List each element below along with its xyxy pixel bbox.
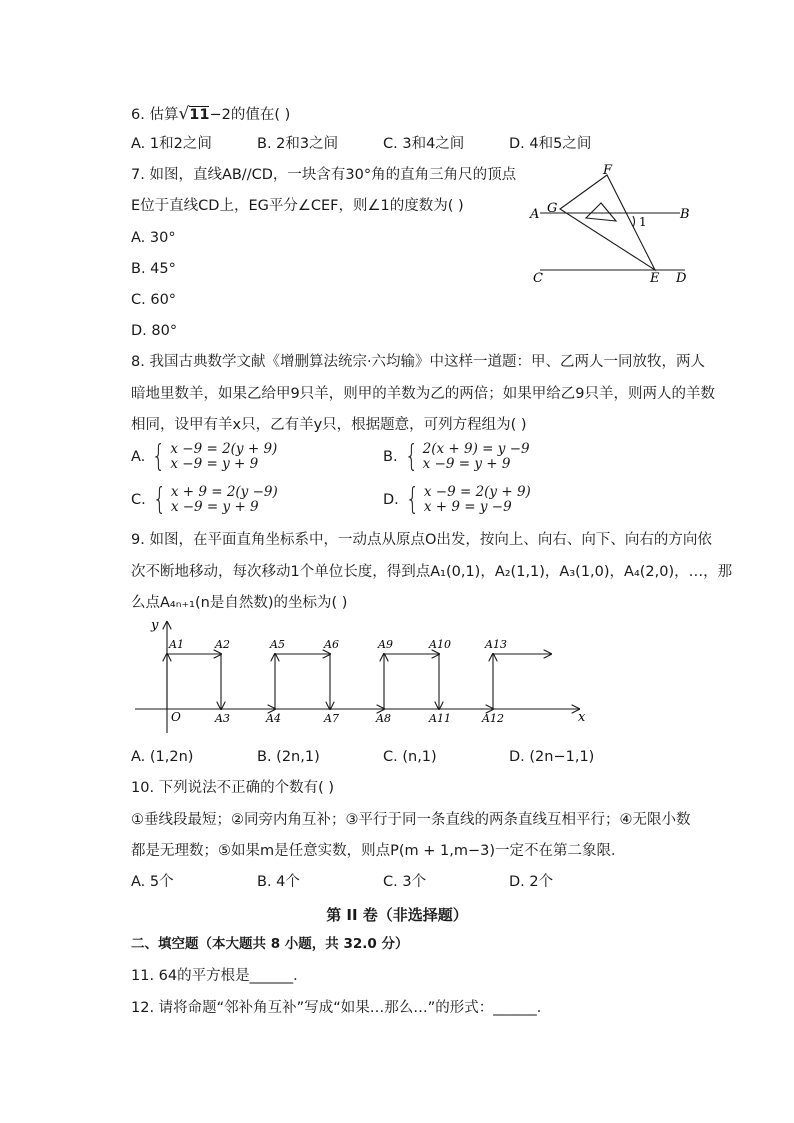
brace-icon: {: [152, 482, 166, 517]
label-a11: A11: [429, 712, 451, 725]
q8-option-b-eq2: x −9 = y + 9: [422, 456, 511, 472]
q9-option-c[interactable]: C. (n,1): [383, 749, 437, 765]
q8-option-a-eq1: x −9 = 2(y + 9): [170, 441, 278, 457]
q9-option-a[interactable]: A. (1,2n): [131, 749, 194, 765]
label-a7: A7: [324, 712, 339, 725]
q7-line2: E位于直线CD上，EG平分∠CEF，则∠1的度数为( ): [131, 198, 464, 214]
q8-option-d-eq1: x −9 = 2(y + 9): [423, 484, 531, 500]
q9-option-d[interactable]: D. (2n−1,1): [509, 749, 595, 765]
q10-line1: 10. 下列说法不正确的个数有( ): [131, 780, 335, 796]
label-x-axis: x: [578, 710, 586, 725]
label-a12: A12: [482, 712, 504, 725]
label-f: F: [603, 163, 613, 178]
triangle-ruler-inner: [586, 203, 616, 221]
q9-line1: 9. 如图，在平面直角坐标系中，一动点从原点O出发，按向上、向右、向下、向右的方向依: [131, 532, 712, 548]
q9-line3: 么点A₄ₙ₊₁(n是自然数)的坐标为( ): [131, 595, 348, 611]
q11-text: 11. 64的平方根是______．: [131, 968, 308, 984]
label-angle-1: 1: [639, 215, 647, 229]
q6-stem-post: −2的值在( ): [209, 107, 291, 123]
q8-option-c-label: C.: [131, 492, 146, 508]
label-a5: A5: [270, 638, 285, 651]
q6-option-b[interactable]: B. 2和3之间: [257, 136, 339, 152]
q7-option-a[interactable]: A. 30°: [131, 230, 176, 246]
q8-line3: 相同，设甲有羊x只，乙有羊y只，根据题意，可列方程组为( ): [131, 417, 527, 433]
angle-1-arc: [633, 216, 635, 227]
q8-option-d-label: D.: [383, 492, 399, 508]
q10-option-b[interactable]: B. 4个: [257, 874, 300, 890]
q8-option-d[interactable]: [383, 482, 531, 517]
q8-option-c-eq1: x + 9 = 2(y −9): [170, 484, 278, 500]
section-subheading: 二、填空题（本大题共 8 小题，共 32.0 分）: [131, 936, 409, 952]
q7-option-d[interactable]: D. 80°: [131, 323, 178, 339]
q8-option-c-eq2: x −9 = y + 9: [170, 499, 259, 515]
q9-option-b[interactable]: B. (2n,1): [257, 749, 320, 765]
label-y-axis: y: [151, 618, 159, 633]
q10-line3: 都是无理数；⑤如果m是任意实数，则点P(m + 1,m−3)一定不在第二象限．: [131, 843, 626, 859]
label-a8: A8: [376, 712, 391, 725]
q10-option-d[interactable]: D. 2个: [509, 874, 554, 890]
q6-radicand: 11: [189, 107, 210, 123]
label-a2: A2: [215, 638, 230, 651]
brace-icon: {: [405, 482, 420, 517]
q8-option-c[interactable]: [131, 482, 278, 517]
label-a4: A4: [266, 712, 281, 725]
label-a6: A6: [324, 638, 339, 651]
brace-icon: {: [404, 439, 418, 474]
q8-line1: 8. 我国古典数学文献《增删算法统宗·六均输》中这样一道题：甲、乙两人一同放牧，两人: [131, 354, 706, 370]
q6-option-c[interactable]: C. 3和4之间: [383, 136, 465, 152]
q12-text: 12. 请将命题“邻补角互补”写成“如果…那么…”的形式：______．: [131, 1000, 552, 1016]
label-g: G: [547, 201, 558, 216]
label-origin: O: [171, 710, 181, 724]
q8-option-d-eq2: x + 9 = y −9: [423, 499, 512, 515]
q7-figure: [520, 162, 700, 290]
q7-line1: 7. 如图，直线AB//CD，一块含有30°角的直角三角尺的顶点: [131, 167, 517, 183]
label-a9: A9: [378, 638, 393, 651]
q8-option-b[interactable]: [383, 439, 530, 474]
q6-stem-pre: 6. 估算: [131, 107, 179, 123]
label-b: B: [680, 207, 690, 222]
q8-line2: 暗地里数羊，如果乙给甲9只羊，则甲的羊数为乙的两倍；如果甲给乙9只羊，则两人的羊数: [131, 386, 715, 402]
q7-option-c[interactable]: C. 60°: [131, 292, 177, 308]
label-c: C: [533, 271, 543, 286]
label-a1: A1: [169, 638, 184, 651]
q7-option-b[interactable]: B. 45°: [131, 261, 176, 277]
q8-option-b-label: B.: [383, 449, 398, 465]
q9-line2: 次不断地移动，每次移动1个单位长度，得到点A₁(0,1)，A₂(1,1)，A₃(1,0)，A₄(2,0)，…，那: [131, 564, 733, 580]
q8-option-a-eq2: x −9 = y + 9: [170, 456, 259, 472]
label-a13: A13: [485, 638, 507, 651]
q10-line2: ①垂线段最短；②同旁内角互补；③平行于同一条直线的两条直线互相平行；④无限小数: [131, 812, 691, 828]
q8-option-a-label: A.: [131, 449, 146, 465]
q10-option-a[interactable]: A. 5个: [131, 874, 174, 890]
label-a10: A10: [429, 638, 451, 651]
brace-icon: {: [152, 439, 166, 474]
q10-option-c[interactable]: C. 3个: [383, 874, 427, 890]
q8-option-a[interactable]: [131, 439, 278, 474]
q6-stem: [131, 104, 290, 125]
q9-figure: [131, 615, 601, 740]
q6-option-a[interactable]: A. 1和2之间: [131, 136, 212, 152]
label-e: E: [650, 271, 660, 286]
q6-option-d[interactable]: D. 4和5之间: [509, 136, 592, 152]
label-a: A: [530, 207, 540, 222]
section-heading: 第 II 卷（非选择题）: [326, 906, 468, 924]
label-d: D: [676, 271, 687, 286]
q8-option-b-eq1: 2(x + 9) = y −9: [422, 441, 530, 457]
sqrt-symbol: √: [178, 104, 190, 124]
label-a3: A3: [215, 712, 230, 725]
